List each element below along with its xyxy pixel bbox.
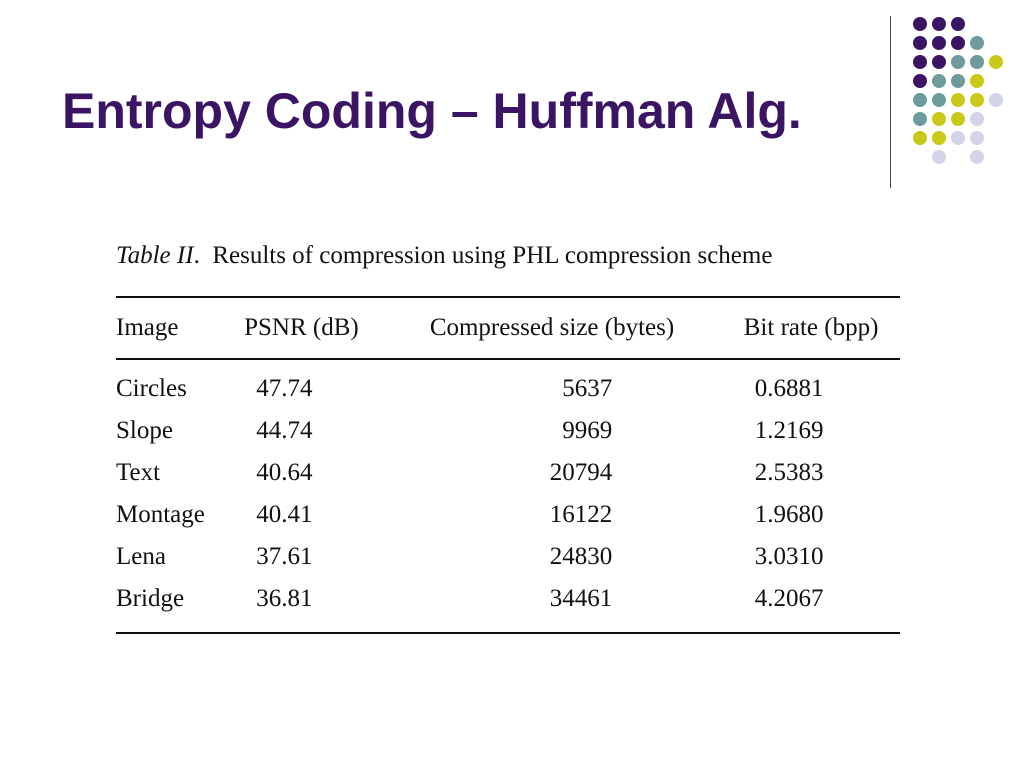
decorative-dot (932, 131, 946, 145)
table-caption-label: Table II (116, 242, 194, 269)
decorative-dot (951, 36, 965, 50)
cell-psnr: 40.64 (256, 459, 313, 486)
decorative-dot (913, 55, 927, 69)
cell-bit-rate: 1.2169 (754, 417, 824, 444)
cell-compressed-size: 34461 (382, 578, 722, 633)
table-caption (116, 242, 772, 270)
cell-bit-rate: 2.5383 (754, 459, 824, 486)
decorative-dot (932, 36, 946, 50)
decorative-dot (951, 112, 965, 126)
table-caption-punct: . (193, 242, 200, 269)
cell-psnr: 36.81 (221, 578, 382, 633)
decorative-dot (913, 36, 927, 50)
cell-bit-rate: 3.0310 (754, 543, 824, 570)
decorative-dot (951, 131, 965, 145)
decorative-dot (932, 93, 946, 107)
header-image: Image (116, 297, 221, 359)
table-row (116, 494, 900, 536)
decorative-dot (913, 93, 927, 107)
table-row (116, 452, 900, 494)
table-row (116, 410, 900, 452)
cell-image: Slope (116, 417, 173, 444)
table-caption-text: Results of compression using PHL compression scheme (212, 242, 773, 269)
decorative-dot (970, 112, 984, 126)
decorative-dot (970, 36, 984, 50)
decorative-dot (913, 74, 927, 88)
decorative-dot (970, 93, 984, 107)
cell-compressed-size: 5637 (562, 375, 613, 402)
cell-compressed-size: 16122 (549, 501, 613, 528)
decorative-dot (913, 131, 927, 145)
cell-image: Montage (116, 501, 205, 528)
cell-psnr: 37.61 (256, 543, 313, 570)
slide-title: Entropy Coding – Huffman Alg. (62, 83, 802, 139)
cell-bit-rate: 0.6881 (754, 375, 824, 402)
table-header-row (116, 297, 900, 359)
cell-bit-rate: 4.2067 (722, 578, 900, 633)
decorative-dot (913, 112, 927, 126)
results-table (116, 296, 900, 634)
decorative-dot (951, 74, 965, 88)
decorative-dot (932, 55, 946, 69)
cell-compressed-size: 20794 (549, 459, 613, 486)
decorative-dot (932, 17, 946, 31)
decorative-dot (951, 17, 965, 31)
decorative-dot (932, 112, 946, 126)
decorative-dot-grid (0, 0, 1024, 200)
decorative-dot (970, 150, 984, 164)
cell-image: Circles (116, 375, 187, 402)
cell-compressed-size: 9969 (562, 417, 613, 444)
decorative-dot (932, 150, 946, 164)
cell-image: Bridge (116, 578, 221, 633)
decorative-dot (913, 17, 927, 31)
decorative-dot (951, 55, 965, 69)
header-compressed-size: Compressed size (bytes) (382, 297, 722, 359)
cell-compressed-size: 24830 (549, 543, 613, 570)
cell-image: Text (116, 459, 161, 486)
cell-bit-rate: 1.9680 (754, 501, 824, 528)
decorative-dot (989, 93, 1003, 107)
cell-psnr: 40.41 (256, 501, 313, 528)
cell-image: Lena (116, 543, 166, 570)
decorative-dot (932, 74, 946, 88)
cell-psnr: 44.74 (256, 417, 313, 444)
header-bit-rate: Bit rate (bpp) (722, 297, 900, 359)
decorative-dot (970, 55, 984, 69)
table-row (116, 578, 900, 633)
table-row (116, 359, 900, 410)
decorative-dot (970, 74, 984, 88)
cell-psnr: 47.74 (256, 375, 313, 402)
decorative-dot (970, 131, 984, 145)
decorative-dot (989, 55, 1003, 69)
decorative-dot (951, 93, 965, 107)
header-psnr: PSNR (dB) (221, 297, 382, 359)
table-row (116, 536, 900, 578)
